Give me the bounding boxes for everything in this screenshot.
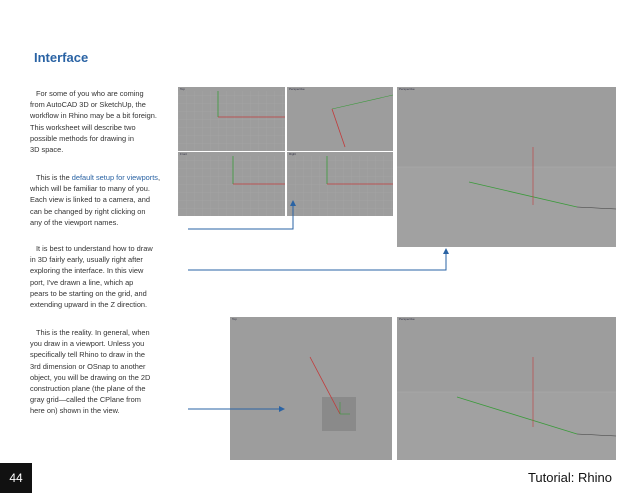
viewport-top[interactable] bbox=[178, 87, 285, 151]
paragraph-reality bbox=[30, 327, 175, 417]
footer-title: Tutorial: Rhino bbox=[527, 470, 612, 485]
arrow-to-perspective bbox=[188, 251, 446, 270]
viewport-label-front[interactable]: Front bbox=[180, 152, 188, 156]
text-line: you draw in a viewport. Unless you bbox=[30, 339, 145, 349]
viewport-label-right[interactable]: Right bbox=[289, 152, 297, 156]
viewport-perspective-small[interactable] bbox=[287, 87, 393, 151]
text-line: This worksheet will describe two bbox=[30, 122, 136, 132]
viewport-label-top[interactable]: Top bbox=[180, 87, 185, 91]
viewport-front-grid bbox=[178, 152, 285, 216]
viewport-right-grid bbox=[287, 152, 393, 216]
text-line: construction plane (the plane of the bbox=[30, 384, 146, 394]
viewport-perspective-bottom-scene bbox=[397, 317, 616, 460]
viewport-label-top[interactable]: Top bbox=[232, 317, 237, 321]
text-line: For some of you who are coming bbox=[36, 89, 144, 98]
text-line: in 3D fairly early, usually right after bbox=[30, 255, 143, 265]
text-line: port, I've drawn a line, which ap bbox=[30, 277, 134, 287]
paragraph-draw-3d bbox=[30, 243, 175, 310]
text-line: which will be familiar to many of you. bbox=[30, 184, 150, 194]
text-fragment: , bbox=[158, 173, 161, 182]
viewport-perspective-large-scene bbox=[397, 87, 616, 247]
paragraph-intro bbox=[30, 88, 175, 155]
text-line bbox=[30, 172, 175, 183]
viewport-label-perspective[interactable]: Perspective bbox=[399, 317, 415, 321]
text-line: possible methods for drawing in bbox=[30, 133, 134, 143]
paragraph-default-setup bbox=[30, 172, 175, 228]
viewport-top-grid bbox=[178, 87, 285, 151]
page-heading: Interface bbox=[34, 50, 89, 65]
viewport-right[interactable] bbox=[287, 152, 393, 216]
text-line: extending upward in the Z direction. bbox=[30, 300, 148, 310]
cplane-square bbox=[322, 397, 356, 431]
viewport-label-perspective[interactable]: Perspective bbox=[289, 87, 305, 91]
text-fragment: This is the bbox=[36, 173, 72, 182]
text-line: 3rd dimension or OSnap to another bbox=[30, 361, 146, 371]
viewport-top-bottom-scene bbox=[230, 317, 392, 460]
viewport-perspective-bottom[interactable] bbox=[397, 317, 616, 460]
viewport-front[interactable] bbox=[178, 152, 285, 216]
text-line: 3D space. bbox=[30, 145, 64, 155]
viewport-perspective-large[interactable] bbox=[397, 87, 616, 247]
text-line: It is best to understand how to draw bbox=[36, 244, 153, 253]
text-line: exploring the interface. In this view bbox=[30, 266, 144, 276]
text-line: here on) shown in the view. bbox=[30, 406, 120, 416]
default-setup-link[interactable]: default setup for viewports bbox=[71, 173, 159, 182]
viewport-label-perspective[interactable]: Perspective bbox=[399, 87, 415, 91]
text-line: pears to be starting on the grid, and bbox=[30, 288, 147, 298]
text-line: This is the reality. In general, when bbox=[36, 328, 150, 337]
text-line: from AutoCAD 3D or SketchUp, the bbox=[30, 100, 146, 110]
text-line: can be changed by right clicking on bbox=[30, 206, 146, 216]
page-number: 44 bbox=[0, 463, 32, 493]
text-line: object, you will be drawing on the 2D bbox=[30, 372, 151, 382]
text-line: Each view is linked to a camera, and bbox=[30, 195, 150, 205]
viewport-top-bottom[interactable] bbox=[230, 317, 392, 460]
text-line: gray grid—called the CPlane from bbox=[30, 395, 141, 405]
text-line: specifically tell Rhino to draw in the bbox=[30, 350, 146, 360]
text-line: workflow in Rhino may be a bit foreign. bbox=[30, 111, 157, 121]
viewport-perspective-grid bbox=[287, 87, 393, 151]
text-line: any of the viewport names. bbox=[30, 217, 119, 227]
